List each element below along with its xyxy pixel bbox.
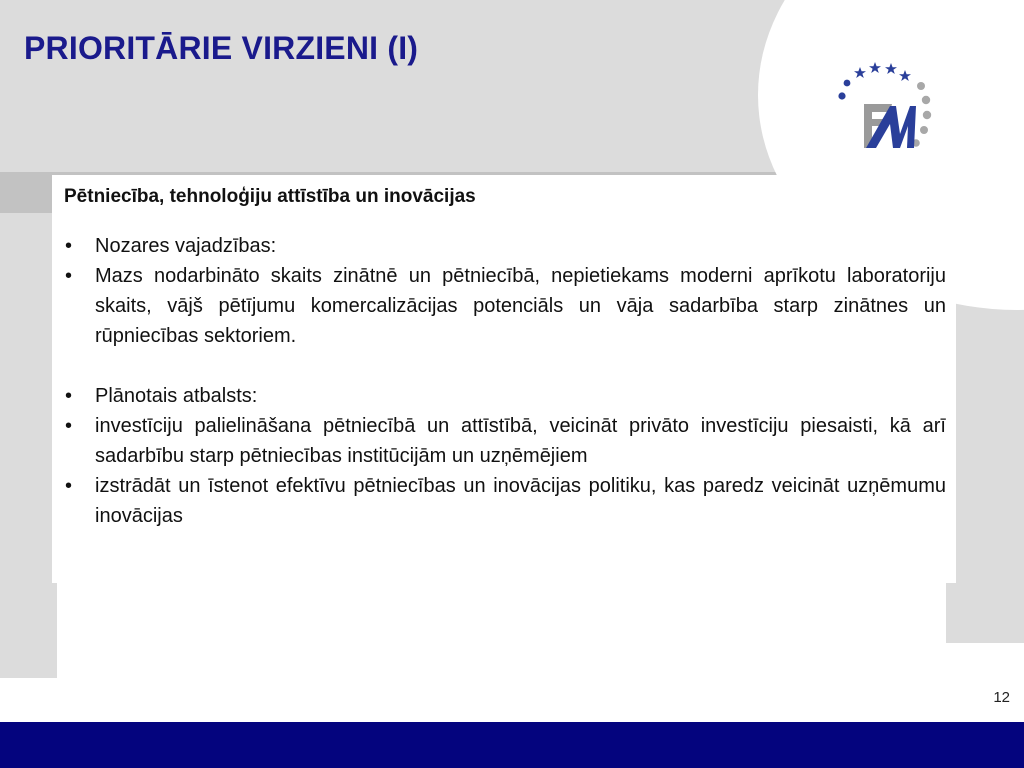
bullet-item: • Plānotais atbalsts: [64, 381, 946, 411]
bullet-item: • izstrādāt un īstenot efektīvu pētniecības un inovācijas politiku, kas paredz veicināt uzņēmumu inovācijas [64, 471, 946, 531]
page-number: 12 [993, 689, 1010, 706]
bullet-item: • Mazs nodarbināto skaits zinātnē un pētniecībā, nepietiekams moderni aprīkotu laboratoriju skaits, vājš pētījumu komercalizācijas potenciāls un vāja sadarbība starp zinātnes un rūpniecības sektoriem. [64, 261, 946, 351]
bullet-item: • investīciju palielināšana pētniecībā un attīstībā, veicināt privāto investīciju piesaisti, kā arī sadarbību starp pētniecības institūcijām un uzņēmējiem [64, 411, 946, 471]
section-heading: Pētniecība, tehnoloģiju attīstība un inovācijas [64, 186, 476, 207]
left-margin-background [0, 213, 57, 678]
bullet-list [64, 231, 946, 531]
footer-bar [0, 722, 1024, 768]
content-box [52, 175, 956, 583]
fm-logo-icon [830, 56, 940, 156]
bullet-item: • Nozares vajadzības: [64, 231, 946, 261]
slide-title: PRIORITĀRIE VIRZIENI (I) [24, 30, 419, 66]
